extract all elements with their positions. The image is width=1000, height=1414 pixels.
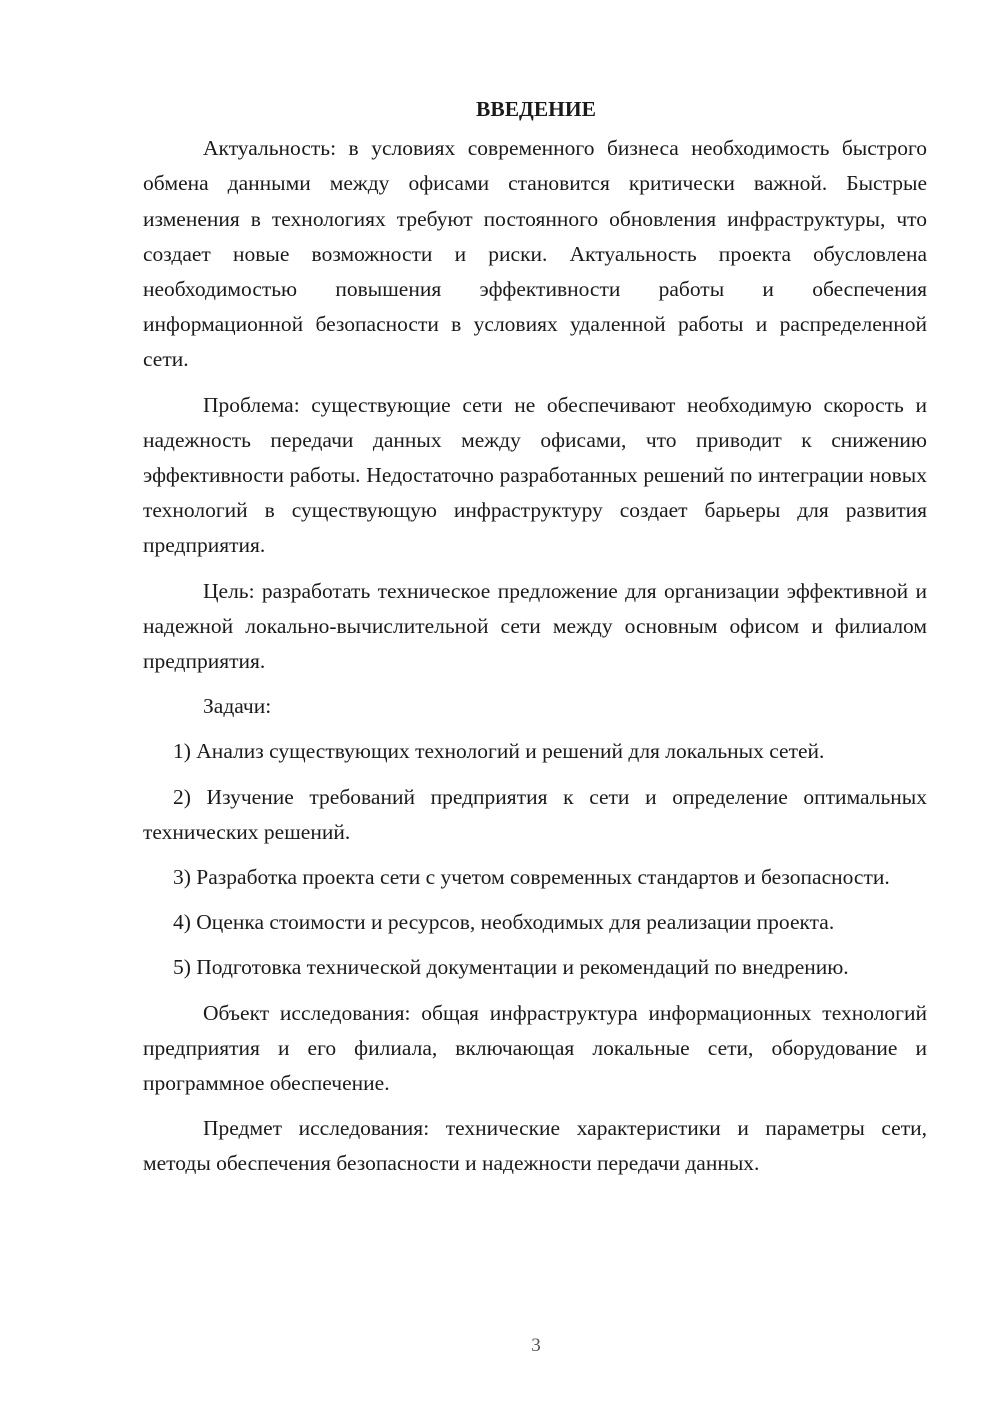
task-item-2: 2) Изучение требований предприятия к сети и определение оптимальных технических решений. [143,784,927,844]
section-title: ВВЕДЕНИЕ [476,97,596,121]
paragraph-goal: Цель: разработать техническое предложение для организации эффективной и надежной локально-вычислительной сети между основным офисом и филиалом предприятия. [143,578,927,674]
task-item-1: 1) Анализ существующих технологий и решений для локальных сетей. [173,739,825,764]
document-body [143,92,927,1192]
task-item-5: 5) Подготовка технической документации и рекомендаций по внедрению. [173,955,849,980]
task-item-4: 4) Оценка стоимости и ресурсов, необходимых для реализации проекта. [173,910,835,935]
task-item-3: 3) Разработка проекта сети с учетом современных стандартов и безопасности. [173,865,890,890]
paragraph-relevance: Актуальность: в условиях современного бизнеса необходимость быстрого обмена данными между офисами становится критически важной. Быстрые изменения в технологиях требуют постоянного обновления инфраструктуры, что создает новые возможности и риски. Актуальность проекта обусловлена необходимостью повышения эффективности работы и обеспечения информационной безопасности в условиях удаленной работы и распределенной сети. [143,136,927,372]
tasks-heading: Задачи: [203,694,272,719]
paragraph-problem: Проблема: существующие сети не обеспечивают необходимую скорость и надежность передачи данных между офисами, что приводит к снижению эффективности работы. Недостаточно разработанных решений по интеграции новых технологий в существующую инфраструктуру создает барьеры для развития предприятия. [143,392,927,558]
page-number: 3 [531,1335,541,1356]
paragraph-subject: Предмет исследования: технические характеристики и параметры сети, методы обеспечения безопасности и надежности передачи данных. [143,1116,927,1176]
paragraph-object: Объект исследования: общая инфраструктура информационных технологий предприятия и его филиала, включающая локальные сети, оборудование и программное обеспечение. [143,1000,927,1096]
